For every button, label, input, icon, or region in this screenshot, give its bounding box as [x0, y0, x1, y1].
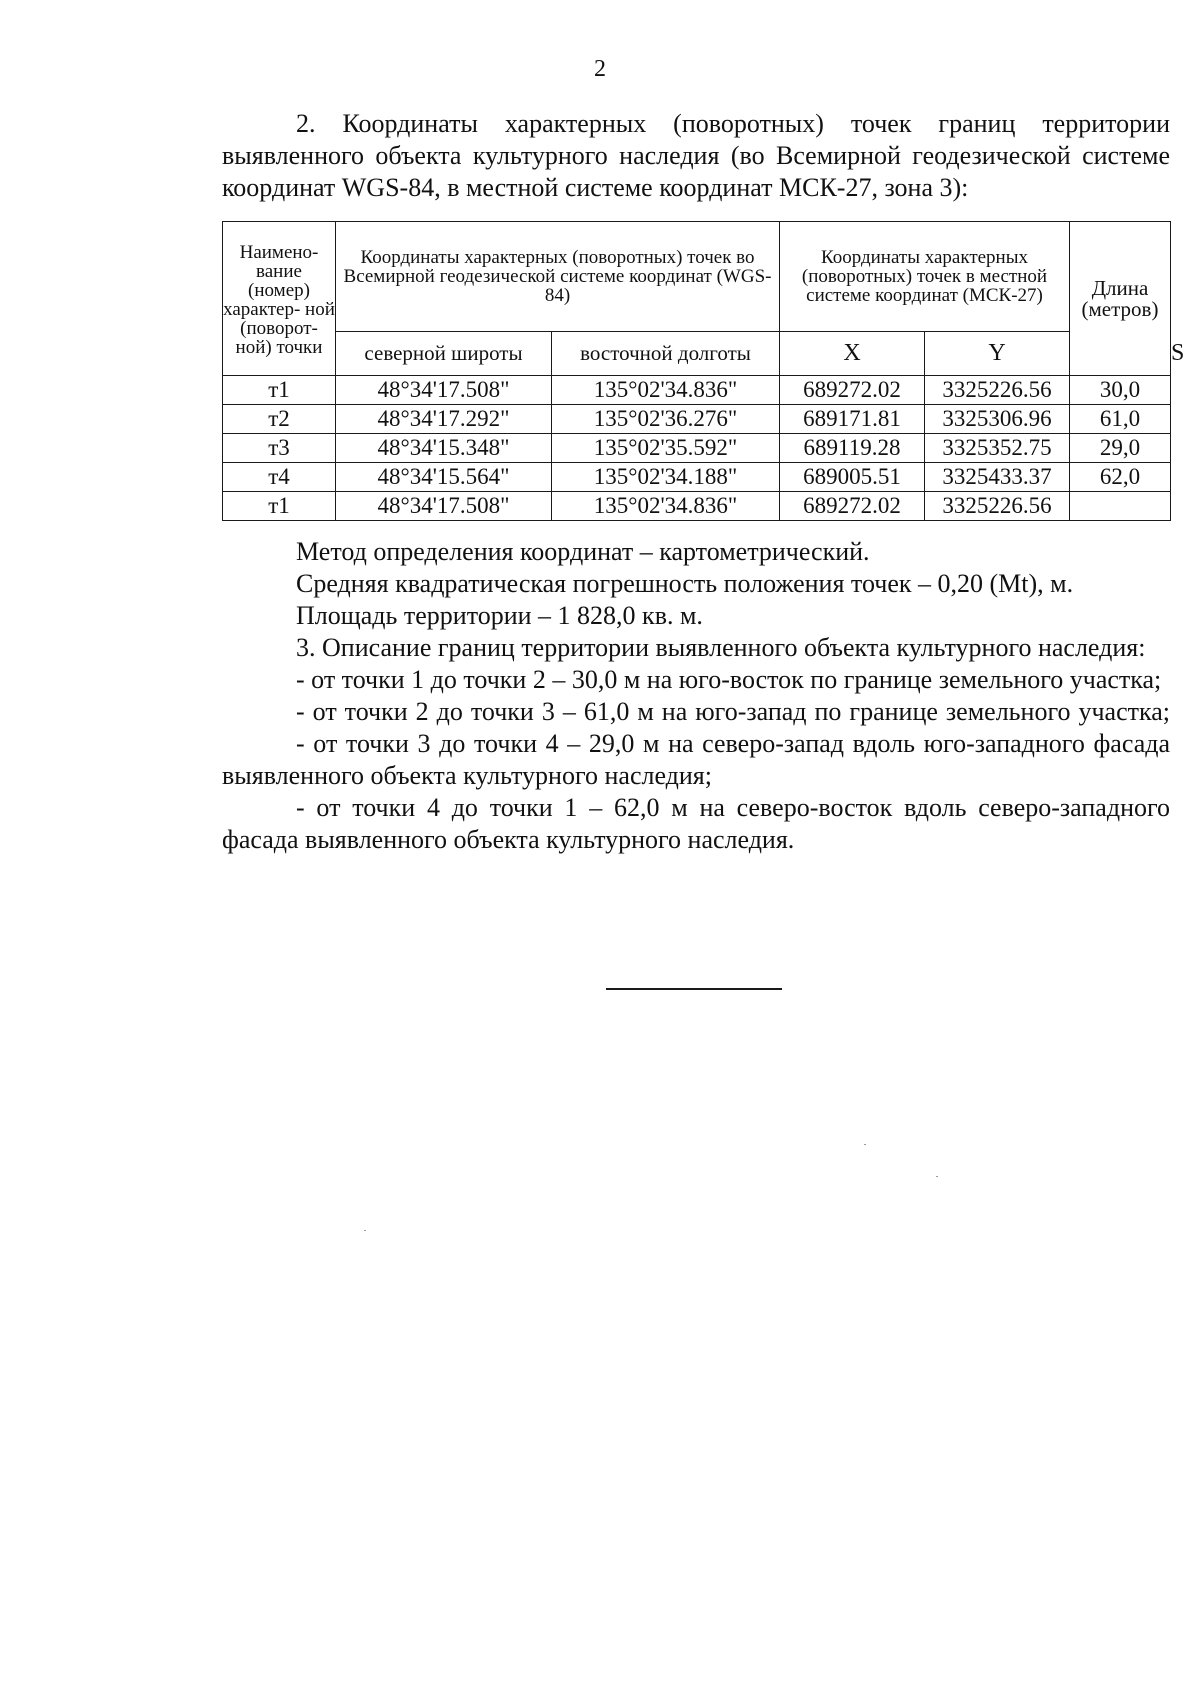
- intro-section: [222, 108, 1170, 204]
- cell-latitude: 48°34'17.508": [336, 492, 552, 521]
- cell-x: 689272.02: [780, 492, 925, 521]
- page-number: 2: [594, 56, 606, 82]
- intro-paragraph: 2. Координаты характерных (поворотных) точек границ территории выявленного объекта культурного наследия (во Всемирной геодезической системе координат WGS-84, в местной системе координат МСК-27, зона 3):: [222, 109, 1170, 202]
- boundary-item: - от точки 2 до точки 3 – 61,0 м на юго-запад по границе земельного участка;: [296, 697, 1170, 726]
- cell-point: т4: [223, 463, 336, 492]
- header-longitude: восточной долготы: [552, 332, 780, 376]
- table-row: [223, 463, 1171, 492]
- cell-length: [1070, 492, 1171, 521]
- table-subheader-row: северной широты восточной долготы X Y S: [223, 332, 1171, 376]
- area-line: Площадь территории – 1 828,0 кв. м.: [296, 601, 703, 630]
- cell-point: т2: [223, 405, 336, 434]
- description-heading: 3. Описание границ территории выявленного объекта культурного наследия:: [296, 633, 1146, 662]
- cell-length: 62,0: [1070, 463, 1171, 492]
- cell-longitude: 135°02'36.276": [552, 405, 780, 434]
- cell-length: 30,0: [1070, 376, 1171, 405]
- cell-longitude: 135°02'34.836": [552, 376, 780, 405]
- cell-point: т1: [223, 376, 336, 405]
- cell-x: 689171.81: [780, 405, 925, 434]
- method-line: Метод определения координат – картометрический.: [296, 537, 870, 566]
- closing-rule: [606, 988, 782, 990]
- scan-speck: [364, 1230, 366, 1231]
- table-row: [223, 492, 1171, 521]
- cell-y: 3325433.37: [925, 463, 1070, 492]
- cell-latitude: 48°34'17.508": [336, 376, 552, 405]
- cell-point: т1: [223, 492, 336, 521]
- table-row: [223, 434, 1171, 463]
- header-latitude: северной широты: [336, 332, 552, 376]
- coordinates-table: [222, 221, 1185, 521]
- cell-length: 29,0: [1070, 434, 1171, 463]
- boundary-item: - от точки 1 до точки 2 – 30,0 м на юго-восток по границе земельного участка;: [296, 665, 1162, 694]
- cell-latitude: 48°34'15.564": [336, 463, 552, 492]
- table-row: [223, 376, 1171, 405]
- cell-longitude: 135°02'35.592": [552, 434, 780, 463]
- cell-x: 689005.51: [780, 463, 925, 492]
- table-header-row: [223, 222, 1171, 332]
- scan-speck: [936, 1176, 938, 1177]
- header-length: Длина (метров): [1070, 222, 1171, 376]
- error-line: Средняя квадратическая погрешность положения точек – 0,20 (Mt), м.: [296, 569, 1074, 598]
- cell-y: 3325306.96: [925, 405, 1070, 434]
- cell-longitude: 135°02'34.188": [552, 463, 780, 492]
- cell-y: 3325226.56: [925, 376, 1070, 405]
- cell-x: 689119.28: [780, 434, 925, 463]
- cell-point: т3: [223, 434, 336, 463]
- boundary-item: - от точки 4 до точки 1 – 62,0 м на северо-восток вдоль северо-западного фасада выявленного объекта культурного наследия.: [222, 793, 1170, 854]
- header-x: X: [780, 332, 925, 376]
- table-row: [223, 405, 1171, 434]
- header-y: Y: [925, 332, 1070, 376]
- header-wgs-coordinates: Координаты характерных (поворотных) точек во Всемирной геодезической системе координат (WGS-84): [336, 222, 780, 332]
- cell-latitude: 48°34'15.348": [336, 434, 552, 463]
- cell-latitude: 48°34'17.292": [336, 405, 552, 434]
- cell-y: 3325352.75: [925, 434, 1070, 463]
- scan-speck: [864, 1144, 866, 1145]
- cell-x: 689272.02: [780, 376, 925, 405]
- cell-y: 3325226.56: [925, 492, 1070, 521]
- boundary-item: - от точки 3 до точки 4 – 29,0 м на северо-запад вдоль юго-западного фасада выявленного объекта культурного наследия;: [222, 729, 1170, 790]
- header-point-name: Наимено- вание (номер) характер- ной (поворот- ной) точки: [223, 222, 336, 376]
- method-section: [222, 536, 1170, 856]
- cell-length: 61,0: [1070, 405, 1171, 434]
- header-msk-coordinates: Координаты характерных (поворотных) точек в местной системе координат (МСК-27): [780, 222, 1070, 332]
- cell-longitude: 135°02'34.836": [552, 492, 780, 521]
